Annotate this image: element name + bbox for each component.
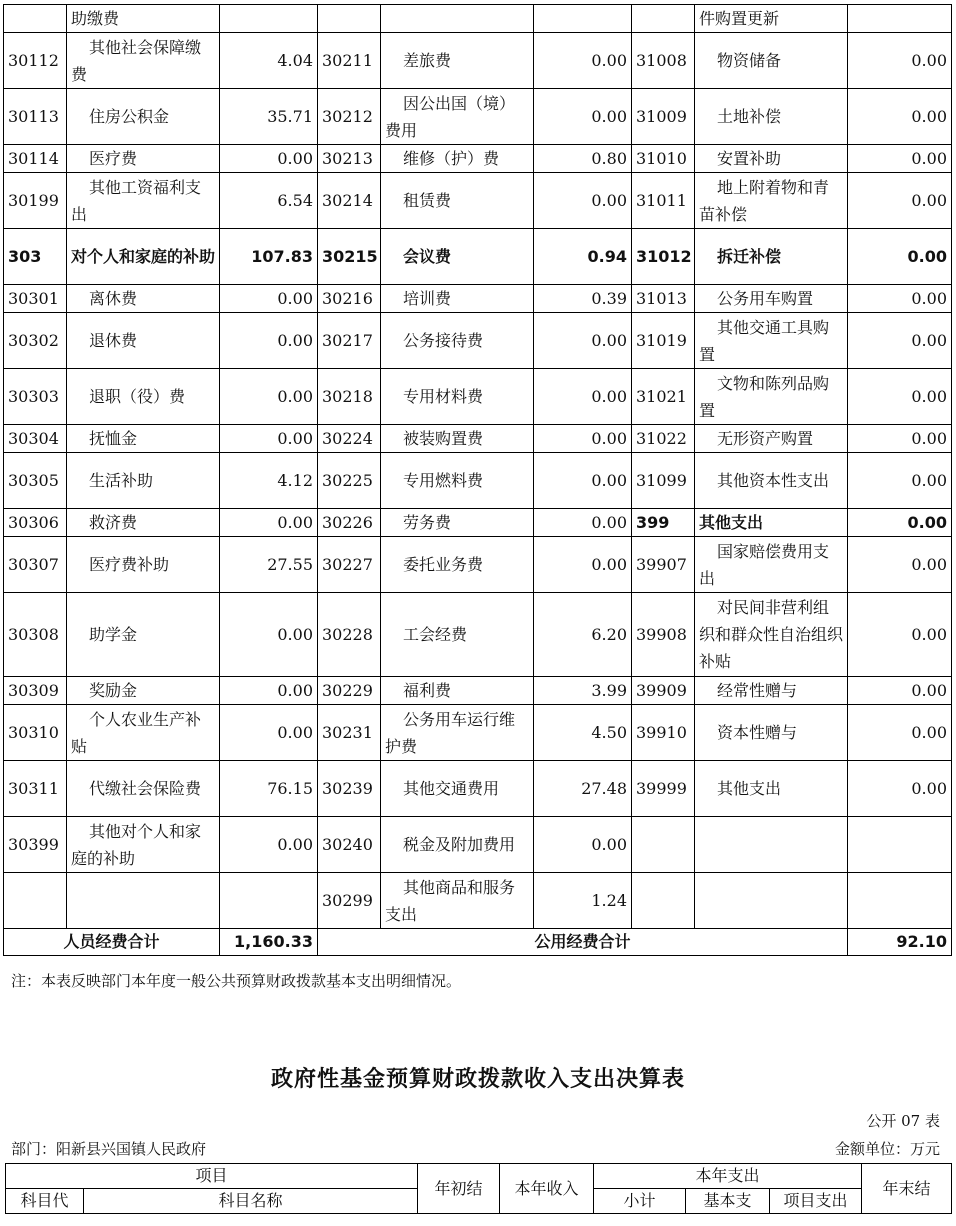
- table-row: [4, 593, 952, 677]
- cell-amt: 35.71: [220, 89, 318, 145]
- cell-code: 30306: [4, 509, 67, 537]
- cell-amt: 0.00: [848, 593, 952, 677]
- cell-name: 其他商品和服务支出: [381, 873, 534, 929]
- public-total-label: 公用经费合计: [318, 929, 848, 956]
- cell-name: 专用材料费: [381, 369, 534, 425]
- cell-name: 物资储备: [695, 33, 848, 89]
- cell-amt: 3.99: [534, 677, 632, 705]
- cell-code: 39908: [632, 593, 695, 677]
- cell-name: 土地补偿: [695, 89, 848, 145]
- cell-code: 30218: [318, 369, 381, 425]
- cell-name: 资本性赠与: [695, 705, 848, 761]
- cell-amt: 0.00: [848, 229, 952, 285]
- cell-code: 31099: [632, 453, 695, 509]
- cell-amt: 4.12: [220, 453, 318, 509]
- cell-amt: 0.00: [220, 425, 318, 453]
- table-row: [4, 89, 952, 145]
- header-code: 科目代: [6, 1189, 84, 1214]
- cell-amt: 0.00: [534, 537, 632, 593]
- cell-name: 救济费: [67, 509, 220, 537]
- cell-amt: 0.00: [848, 677, 952, 705]
- cell-code: 30199: [4, 173, 67, 229]
- cell-code: 30213: [318, 145, 381, 173]
- cell-code: 30304: [4, 425, 67, 453]
- cell-name: 生活补助: [67, 453, 220, 509]
- cell-amt: 1.24: [534, 873, 632, 929]
- cell-name: 租赁费: [381, 173, 534, 229]
- cell-amt: 0.00: [848, 705, 952, 761]
- cell-name: 经常性赠与: [695, 677, 848, 705]
- cell-code: 30299: [318, 873, 381, 929]
- cell-name: 助学金: [67, 593, 220, 677]
- cell-code: 31011: [632, 173, 695, 229]
- cell-code: 30302: [4, 313, 67, 369]
- cell-name: 其他交通工具购置: [695, 313, 848, 369]
- cell-amt: 27.48: [534, 761, 632, 817]
- cell-amt: 0.00: [848, 425, 952, 453]
- table-row: [4, 873, 952, 929]
- cell-code: 30212: [318, 89, 381, 145]
- cell-code: [632, 5, 695, 33]
- cell-code: 30217: [318, 313, 381, 369]
- cell-code: 31021: [632, 369, 695, 425]
- header-subtotal: 小计: [594, 1189, 686, 1214]
- cell-name: [695, 817, 848, 873]
- table-row: [4, 145, 952, 173]
- cell-code: 30303: [4, 369, 67, 425]
- cell-amt: 0.00: [848, 453, 952, 509]
- cell-name: 其他资本性支出: [695, 453, 848, 509]
- cell-name: 住房公积金: [67, 89, 220, 145]
- amount-unit-label: 金额单位：万元: [834, 1140, 940, 1158]
- table-row: [4, 817, 952, 873]
- cell-code: 30228: [318, 593, 381, 677]
- cell-name: 其他对个人和家庭的补助: [67, 817, 220, 873]
- cell-amt: 0.00: [220, 817, 318, 873]
- cell-amt: 0.00: [848, 761, 952, 817]
- cell-amt: 0.00: [848, 173, 952, 229]
- cell-amt: 0.00: [534, 369, 632, 425]
- cell-name: 其他支出: [695, 761, 848, 817]
- cell-amt: 0.00: [220, 593, 318, 677]
- table-row: [4, 425, 952, 453]
- cell-code: 30310: [4, 705, 67, 761]
- cell-amt: [848, 873, 952, 929]
- cell-amt: 0.00: [534, 313, 632, 369]
- cell-amt: 0.00: [534, 453, 632, 509]
- cell-name: 公务用车购置: [695, 285, 848, 313]
- header-end-balance: 年末结: [862, 1164, 952, 1214]
- cell-amt: 76.15: [220, 761, 318, 817]
- cell-code: 30211: [318, 33, 381, 89]
- cell-amt: 0.00: [534, 89, 632, 145]
- cell-name: 退休费: [67, 313, 220, 369]
- cell-amt: 4.50: [534, 705, 632, 761]
- cell-name: 医疗费补助: [67, 537, 220, 593]
- cell-code: 30215: [318, 229, 381, 285]
- table-row: [4, 5, 952, 33]
- basic-expenditure-detail-table: [3, 4, 952, 956]
- cell-amt: 0.00: [848, 313, 952, 369]
- cell-amt: [220, 873, 318, 929]
- table-row: [4, 285, 952, 313]
- cell-name: 福利费: [381, 677, 534, 705]
- cell-name: 专用燃料费: [381, 453, 534, 509]
- cell-amt: 6.54: [220, 173, 318, 229]
- cell-code: 30229: [318, 677, 381, 705]
- cell-code: 303: [4, 229, 67, 285]
- cell-code: 30307: [4, 537, 67, 593]
- cell-code: 30226: [318, 509, 381, 537]
- cell-amt: 0.00: [848, 145, 952, 173]
- cell-code: 39907: [632, 537, 695, 593]
- cell-code: 30214: [318, 173, 381, 229]
- header-project: 项目支出: [770, 1189, 862, 1214]
- cell-code: 30301: [4, 285, 67, 313]
- table-row: [4, 33, 952, 89]
- cell-name: 公务用车运行维护费: [381, 705, 534, 761]
- cell-code: [632, 873, 695, 929]
- cell-amt: 0.94: [534, 229, 632, 285]
- cell-amt: 0.00: [848, 285, 952, 313]
- cell-amt: 27.55: [220, 537, 318, 593]
- cell-name: 其他社会保障缴费: [67, 33, 220, 89]
- header-basic: 基本支: [686, 1189, 770, 1214]
- cell-amt: [848, 817, 952, 873]
- public-total-value: 92.10: [848, 929, 952, 956]
- table-row: [4, 229, 952, 285]
- cell-code: 31008: [632, 33, 695, 89]
- cell-name: 无形资产购置: [695, 425, 848, 453]
- cell-code: 39910: [632, 705, 695, 761]
- cell-name: 培训费: [381, 285, 534, 313]
- cell-amt: 0.00: [220, 369, 318, 425]
- cell-amt: 0.00: [534, 425, 632, 453]
- cell-amt: 0.00: [220, 285, 318, 313]
- cell-amt: 0.00: [220, 705, 318, 761]
- cell-code: 31022: [632, 425, 695, 453]
- table-row: [4, 537, 952, 593]
- cell-code: 30308: [4, 593, 67, 677]
- cell-name: [695, 873, 848, 929]
- cell-name: 个人农业生产补贴: [67, 705, 220, 761]
- cell-name: 因公出国（境）费用: [381, 89, 534, 145]
- cell-code: 30113: [4, 89, 67, 145]
- cell-name: 奖励金: [67, 677, 220, 705]
- table-row: [4, 369, 952, 425]
- cell-amt: 0.00: [220, 145, 318, 173]
- cell-amt: 0.00: [534, 509, 632, 537]
- cell-amt: 0.00: [534, 817, 632, 873]
- cell-amt: 0.00: [534, 33, 632, 89]
- cell-name: 被装购置费: [381, 425, 534, 453]
- cell-amt: [220, 5, 318, 33]
- cell-amt: 6.20: [534, 593, 632, 677]
- cell-amt: 0.00: [534, 173, 632, 229]
- cell-amt: 0.00: [220, 677, 318, 705]
- cell-amt: [848, 5, 952, 33]
- cell-code: 39909: [632, 677, 695, 705]
- cell-code: 30311: [4, 761, 67, 817]
- cell-name: 对民间非营利组织和群众性自治组织补贴: [695, 593, 848, 677]
- totals-row: [4, 929, 952, 956]
- cell-name: 国家赔偿费用支出: [695, 537, 848, 593]
- cell-amt: 0.00: [220, 313, 318, 369]
- cell-code: 39999: [632, 761, 695, 817]
- cell-name: 工会经费: [381, 593, 534, 677]
- table-row: [4, 677, 952, 705]
- cell-amt: 107.83: [220, 229, 318, 285]
- cell-name: 其他工资福利支出: [67, 173, 220, 229]
- cell-name: 地上附着物和青苗补偿: [695, 173, 848, 229]
- cell-amt: 0.00: [848, 33, 952, 89]
- cell-code: 31009: [632, 89, 695, 145]
- header-item: 项目: [6, 1164, 418, 1189]
- header-begin-balance: 年初结: [418, 1164, 500, 1214]
- cell-code: 30231: [318, 705, 381, 761]
- cell-code: 30216: [318, 285, 381, 313]
- cell-amt: [534, 5, 632, 33]
- cell-code: [4, 873, 67, 929]
- cell-name: 助缴费: [67, 5, 220, 33]
- cell-code: 30114: [4, 145, 67, 173]
- cell-name: 文物和陈列品购置: [695, 369, 848, 425]
- cell-amt: 0.00: [848, 537, 952, 593]
- cell-name: 公务接待费: [381, 313, 534, 369]
- cell-amt: 4.04: [220, 33, 318, 89]
- cell-code: 30240: [318, 817, 381, 873]
- page-title: 政府性基金预算财政拨款收入支出决算表: [270, 1067, 685, 1092]
- header-income: 本年收入: [500, 1164, 594, 1214]
- table-row: [4, 173, 952, 229]
- cell-code: 30227: [318, 537, 381, 593]
- cell-amt: 0.00: [848, 509, 952, 537]
- cell-code: 30224: [318, 425, 381, 453]
- cell-code: 30305: [4, 453, 67, 509]
- cell-amt: 0.00: [848, 369, 952, 425]
- cell-amt: 0.00: [848, 89, 952, 145]
- cell-name: 安置补助: [695, 145, 848, 173]
- cell-name: [67, 873, 220, 929]
- personnel-total-label: 人员经费合计: [4, 929, 220, 956]
- table-row: [4, 761, 952, 817]
- header-expense: 本年支出: [594, 1164, 862, 1189]
- personnel-total-value: 1,160.33: [220, 929, 318, 956]
- table-row: [4, 705, 952, 761]
- cell-amt: 0.00: [220, 509, 318, 537]
- cell-code: 30225: [318, 453, 381, 509]
- cell-code: 399: [632, 509, 695, 537]
- cell-code: 31012: [632, 229, 695, 285]
- cell-name: 劳务费: [381, 509, 534, 537]
- cell-name: 对个人和家庭的补助: [67, 229, 220, 285]
- cell-name: 其他支出: [695, 509, 848, 537]
- header-name: 科目名称: [84, 1189, 418, 1214]
- cell-name: 代缴社会保险费: [67, 761, 220, 817]
- cell-name: 会议费: [381, 229, 534, 285]
- cell-code: 31013: [632, 285, 695, 313]
- cell-name: 税金及附加费用: [381, 817, 534, 873]
- table-number: 公开 07 表: [866, 1112, 940, 1130]
- cell-name: 维修（护）费: [381, 145, 534, 173]
- cell-code: 31019: [632, 313, 695, 369]
- cell-name: 件购置更新: [695, 5, 848, 33]
- cell-name: 抚恤金: [67, 425, 220, 453]
- table-row: [4, 453, 952, 509]
- cell-amt: 0.80: [534, 145, 632, 173]
- cell-name: 差旅费: [381, 33, 534, 89]
- cell-amt: 0.39: [534, 285, 632, 313]
- cell-name: 离休费: [67, 285, 220, 313]
- cell-code: 31010: [632, 145, 695, 173]
- cell-name: [381, 5, 534, 33]
- cell-name: 委托业务费: [381, 537, 534, 593]
- department-label: 部门：阳新县兴国镇人民政府: [11, 1140, 207, 1158]
- table-row: [4, 313, 952, 369]
- cell-name: 医疗费: [67, 145, 220, 173]
- fund-budget-table-header: [5, 1163, 952, 1214]
- cell-name: 拆迁补偿: [695, 229, 848, 285]
- table-note: 注：本表反映部门本年度一般公共预算财政拨款基本支出明细情况。: [11, 972, 462, 990]
- cell-code: 30309: [4, 677, 67, 705]
- cell-name: 退职（役）费: [67, 369, 220, 425]
- cell-code: [632, 817, 695, 873]
- cell-code: 30112: [4, 33, 67, 89]
- cell-code: [4, 5, 67, 33]
- cell-code: 30239: [318, 761, 381, 817]
- table-row: [4, 509, 952, 537]
- cell-code: [318, 5, 381, 33]
- cell-code: 30399: [4, 817, 67, 873]
- cell-name: 其他交通费用: [381, 761, 534, 817]
